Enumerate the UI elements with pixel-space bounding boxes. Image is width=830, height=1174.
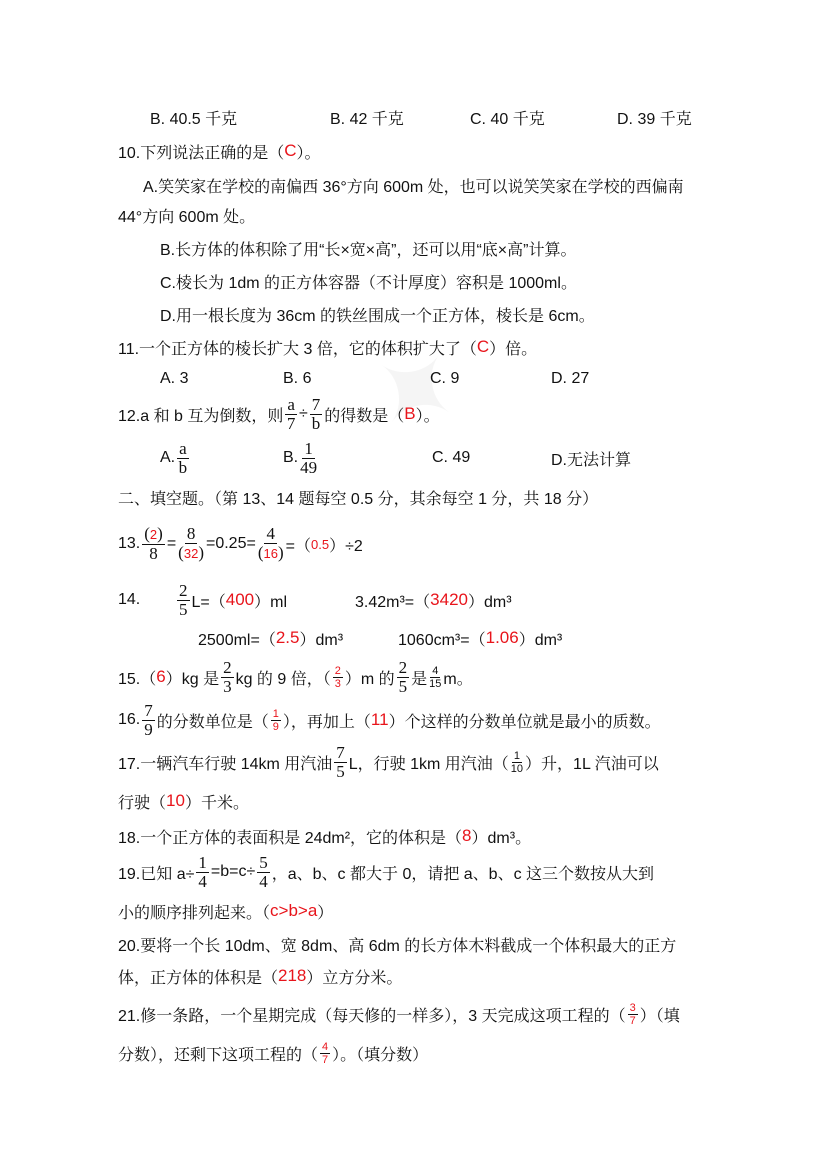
text: 3.42m³=（ — [355, 593, 431, 611]
text: A. 3 — [160, 370, 189, 387]
denominator — [149, 545, 158, 563]
text: A.笑笑家在学校的南偏西 36°方向 600m 处，也可以说笑笑家在学校的西偏南 — [143, 178, 684, 196]
text: 的得数是（ — [324, 407, 405, 425]
text: B. — [283, 449, 299, 466]
number: 9 — [144, 719, 153, 739]
numerator — [142, 702, 155, 721]
text: 18.一个正方体的表面积是 24dm²，它的体积是（ — [118, 829, 463, 847]
answer: 0.5 — [310, 536, 330, 552]
text: ）÷2 — [329, 537, 363, 555]
number: 3 — [223, 676, 232, 696]
number: 10 — [510, 762, 524, 775]
text-line — [283, 359, 311, 399]
fraction — [429, 665, 441, 690]
fraction — [397, 659, 410, 696]
fraction — [334, 744, 347, 781]
text: 分数），还剩下这项工程的（ — [118, 1046, 319, 1064]
text: B.长方体的体积除了用“长×宽×高”，还可以用“底×高”计算。 — [160, 241, 577, 259]
answer: 400 — [225, 590, 255, 609]
denominator — [223, 678, 232, 696]
numerator — [430, 665, 440, 678]
fraction — [628, 1002, 638, 1027]
answer: 10 — [166, 791, 185, 810]
text: ） — [317, 904, 334, 922]
numerator — [285, 396, 297, 415]
answer: 1 — [272, 707, 279, 720]
text-line — [118, 1033, 428, 1073]
text-line — [118, 524, 363, 564]
text: ）（填 — [639, 1007, 680, 1025]
text: 小的顺序排列起来。（ — [118, 904, 271, 922]
text-line — [118, 700, 661, 740]
text: L，行驶 1km 用汽油（ — [348, 755, 509, 773]
text: ）ml — [254, 593, 288, 611]
text: 13. — [118, 535, 141, 552]
denominator — [335, 678, 341, 690]
answer: 3 — [334, 677, 341, 690]
number: 7 — [286, 413, 296, 433]
fraction — [142, 702, 155, 739]
answer: 8 — [462, 826, 472, 845]
number: 2 — [223, 657, 232, 677]
text: 21.修一条路，一个星期完成（每天修的一样多），3 天完成这项工程的（ — [118, 1007, 626, 1025]
number: 49 — [300, 457, 318, 477]
number: 2 — [179, 580, 188, 600]
text: 20.要将一个长 10dm、宽 8dm、高 6dm 的长方体木料截成一个体积最大的正方 — [118, 937, 677, 955]
denominator: (32) — [178, 543, 204, 562]
text: 的分数单位是（ — [156, 713, 269, 731]
numerator — [628, 1002, 638, 1015]
answer: C — [476, 337, 490, 356]
number: 5 — [259, 852, 268, 872]
number: 8 — [149, 544, 158, 563]
number: 5 — [336, 761, 345, 781]
fraction — [142, 525, 165, 563]
text: 是 — [411, 670, 428, 688]
answer: 32 — [183, 546, 199, 561]
text: ，a、b、c 都大于 0，请把 a、b、c 这三个数按从大到 — [271, 865, 655, 883]
text-line — [175, 580, 287, 620]
numerator — [221, 659, 234, 678]
numerator — [310, 396, 323, 415]
text: 16. — [118, 711, 141, 728]
number: a — [179, 438, 187, 458]
numerator — [264, 525, 277, 544]
fraction — [333, 665, 343, 690]
number: b — [311, 413, 321, 433]
answer: 16 — [263, 546, 278, 561]
text: C. 40 千克 — [470, 110, 545, 128]
text: ）升，1L 汽油可以 — [525, 755, 659, 773]
text: 12.a 和 b 互为倒数，则 — [118, 407, 284, 425]
text: = — [166, 535, 177, 552]
text: ）。 — [415, 407, 440, 425]
text: D. 39 千克 — [617, 110, 692, 128]
fraction — [285, 396, 297, 433]
text: C.棱长为 1dm 的正方体容器（不计厚度）容积是 1000ml。 — [160, 274, 577, 292]
numerator — [302, 440, 315, 459]
text: ）立方分米。 — [306, 969, 403, 987]
fraction — [257, 854, 270, 891]
answer: 3420 — [430, 590, 468, 609]
number: 8 — [186, 524, 196, 543]
text: ÷ — [298, 405, 308, 422]
numerator: (2) — [144, 524, 163, 543]
answer: 2 — [149, 527, 158, 542]
text-line — [551, 359, 589, 399]
text: kg 的 9 倍，（ — [235, 670, 331, 688]
answer: 11 — [370, 710, 389, 729]
fraction — [196, 854, 209, 891]
answer: 1.06 — [485, 628, 519, 647]
text-line — [283, 438, 319, 478]
number: 1 — [198, 852, 207, 872]
text: 二、填空题。（第 13、14 题每空 0.5 分，其余每空 1 分，共 18 分） — [118, 490, 599, 508]
text: A. — [160, 449, 176, 466]
numerator — [257, 854, 270, 873]
text: 1060cm³=（ — [398, 631, 486, 649]
text: ）个这样的分数单位就是最小的质数。 — [388, 713, 661, 731]
text: D. 27 — [551, 370, 590, 387]
text: C. 9 — [430, 370, 460, 387]
fraction — [320, 1041, 330, 1066]
number: 4 — [259, 871, 268, 891]
text-line — [118, 852, 654, 892]
number: b — [178, 457, 188, 477]
text-line — [551, 438, 631, 478]
answer: 7 — [629, 1014, 636, 1027]
fraction — [177, 582, 190, 619]
denominator: (16) — [257, 543, 284, 562]
text: 10.下列说法正确的是（ — [118, 144, 285, 162]
text: ）。（填分数） — [332, 1046, 429, 1064]
text: ）kg 是 — [165, 670, 220, 688]
denominator — [144, 721, 153, 739]
text: ）dm³。 — [471, 829, 532, 847]
text: B. 6 — [283, 370, 312, 387]
text: D.用一根长度为 36cm 的铁丝围成一个正方体，棱长是 6cm。 — [160, 307, 595, 325]
number: 15 — [429, 677, 442, 690]
text: 19.已知 a÷ — [118, 865, 195, 883]
answer: 6 — [156, 667, 166, 686]
denominator — [399, 678, 408, 696]
text-line — [432, 438, 470, 478]
denominator — [630, 1015, 636, 1027]
text-line — [160, 359, 188, 399]
text-line — [617, 97, 692, 137]
number: 7 — [336, 742, 345, 762]
fraction — [511, 750, 523, 775]
answer: 3 — [629, 1001, 636, 1014]
numerator — [271, 708, 281, 721]
text: 17.一辆汽车行驶 14km 用汽油 — [118, 755, 333, 773]
answer: 4 — [322, 1040, 329, 1053]
numerator — [334, 744, 347, 763]
answer: 218 — [278, 966, 307, 985]
denominator — [198, 873, 207, 891]
answer: 7 — [322, 1053, 329, 1066]
denominator — [511, 763, 523, 775]
denominator — [300, 459, 317, 477]
number: 4 — [198, 871, 207, 891]
fraction — [258, 525, 284, 563]
denominator — [322, 1054, 328, 1066]
fraction — [300, 440, 317, 477]
numerator — [397, 659, 410, 678]
numerator — [185, 525, 198, 544]
text: ）千米。 — [184, 794, 249, 812]
fraction — [178, 525, 204, 563]
text: ），再加上（ — [282, 713, 371, 731]
text: ）dm³ — [467, 593, 512, 611]
fraction — [177, 440, 189, 477]
numerator — [333, 665, 343, 678]
answer: C — [284, 141, 297, 160]
text: 15.（ — [118, 670, 157, 688]
number: 5 — [179, 599, 188, 619]
text: D.无法计算 — [551, 451, 632, 469]
text-line — [118, 742, 659, 782]
text: 体，正方体的体积是（ — [118, 969, 279, 987]
text: ）。 — [296, 144, 321, 162]
numerator — [512, 750, 522, 763]
fraction — [221, 659, 234, 696]
text-line — [118, 394, 440, 434]
answer: B — [404, 404, 416, 423]
text: =（ — [285, 537, 311, 555]
text: ）dm³ — [518, 631, 563, 649]
text: 行驶（ — [118, 794, 167, 812]
text-line — [118, 580, 140, 620]
text-line — [118, 657, 473, 697]
denominator — [429, 678, 441, 690]
denominator — [179, 601, 188, 619]
text: 14. — [118, 591, 141, 608]
fraction — [271, 708, 281, 733]
text: 2500ml=（ — [198, 631, 276, 649]
text: ）m 的 — [344, 670, 395, 688]
text-line — [118, 816, 531, 856]
text-line — [430, 359, 459, 399]
text: 11.一个正方体的棱长扩大 3 倍，它的体积扩大了（ — [118, 340, 477, 358]
answer: 2 — [334, 664, 341, 677]
numerator — [177, 440, 189, 459]
text: B. 40.5 千克 — [150, 110, 238, 128]
fraction — [310, 396, 323, 433]
number: 4 — [432, 664, 439, 677]
text: ）倍。 — [489, 340, 538, 358]
number: 1 — [304, 438, 313, 458]
answer: 2.5 — [275, 628, 300, 647]
text-line — [198, 618, 343, 658]
answer: c>b>a — [270, 901, 318, 920]
text: =b=c÷ — [210, 863, 256, 880]
number: 2 — [398, 657, 408, 677]
text-line — [118, 477, 598, 517]
numerator — [320, 1041, 330, 1054]
text-line — [118, 956, 402, 996]
text: =0.25= — [205, 535, 256, 552]
text-line — [470, 97, 545, 137]
text: B. 42 千克 — [330, 110, 404, 128]
denominator — [273, 721, 279, 733]
denominator — [259, 873, 268, 891]
numerator — [196, 854, 209, 873]
denominator — [179, 459, 188, 477]
denominator — [312, 415, 321, 433]
denominator — [287, 415, 296, 433]
text-line — [398, 618, 562, 658]
text: 44°方向 600m 处。 — [118, 208, 256, 226]
text-line — [330, 97, 404, 137]
number: 7 — [144, 700, 153, 720]
number: 4 — [266, 524, 275, 543]
numerator — [177, 582, 190, 601]
text: m。 — [443, 670, 473, 688]
number: 1 — [513, 749, 520, 762]
text: ）dm³ — [299, 631, 344, 649]
number: 5 — [398, 676, 408, 696]
text: L=（ — [191, 593, 226, 611]
text-line — [118, 781, 249, 821]
answer: 9 — [272, 720, 279, 733]
text-line — [160, 438, 191, 478]
denominator — [336, 763, 345, 781]
number: 7 — [311, 394, 321, 414]
text-line — [118, 994, 680, 1034]
text-line — [355, 580, 512, 620]
number: a — [287, 394, 295, 414]
text: C. 49 — [432, 449, 471, 466]
